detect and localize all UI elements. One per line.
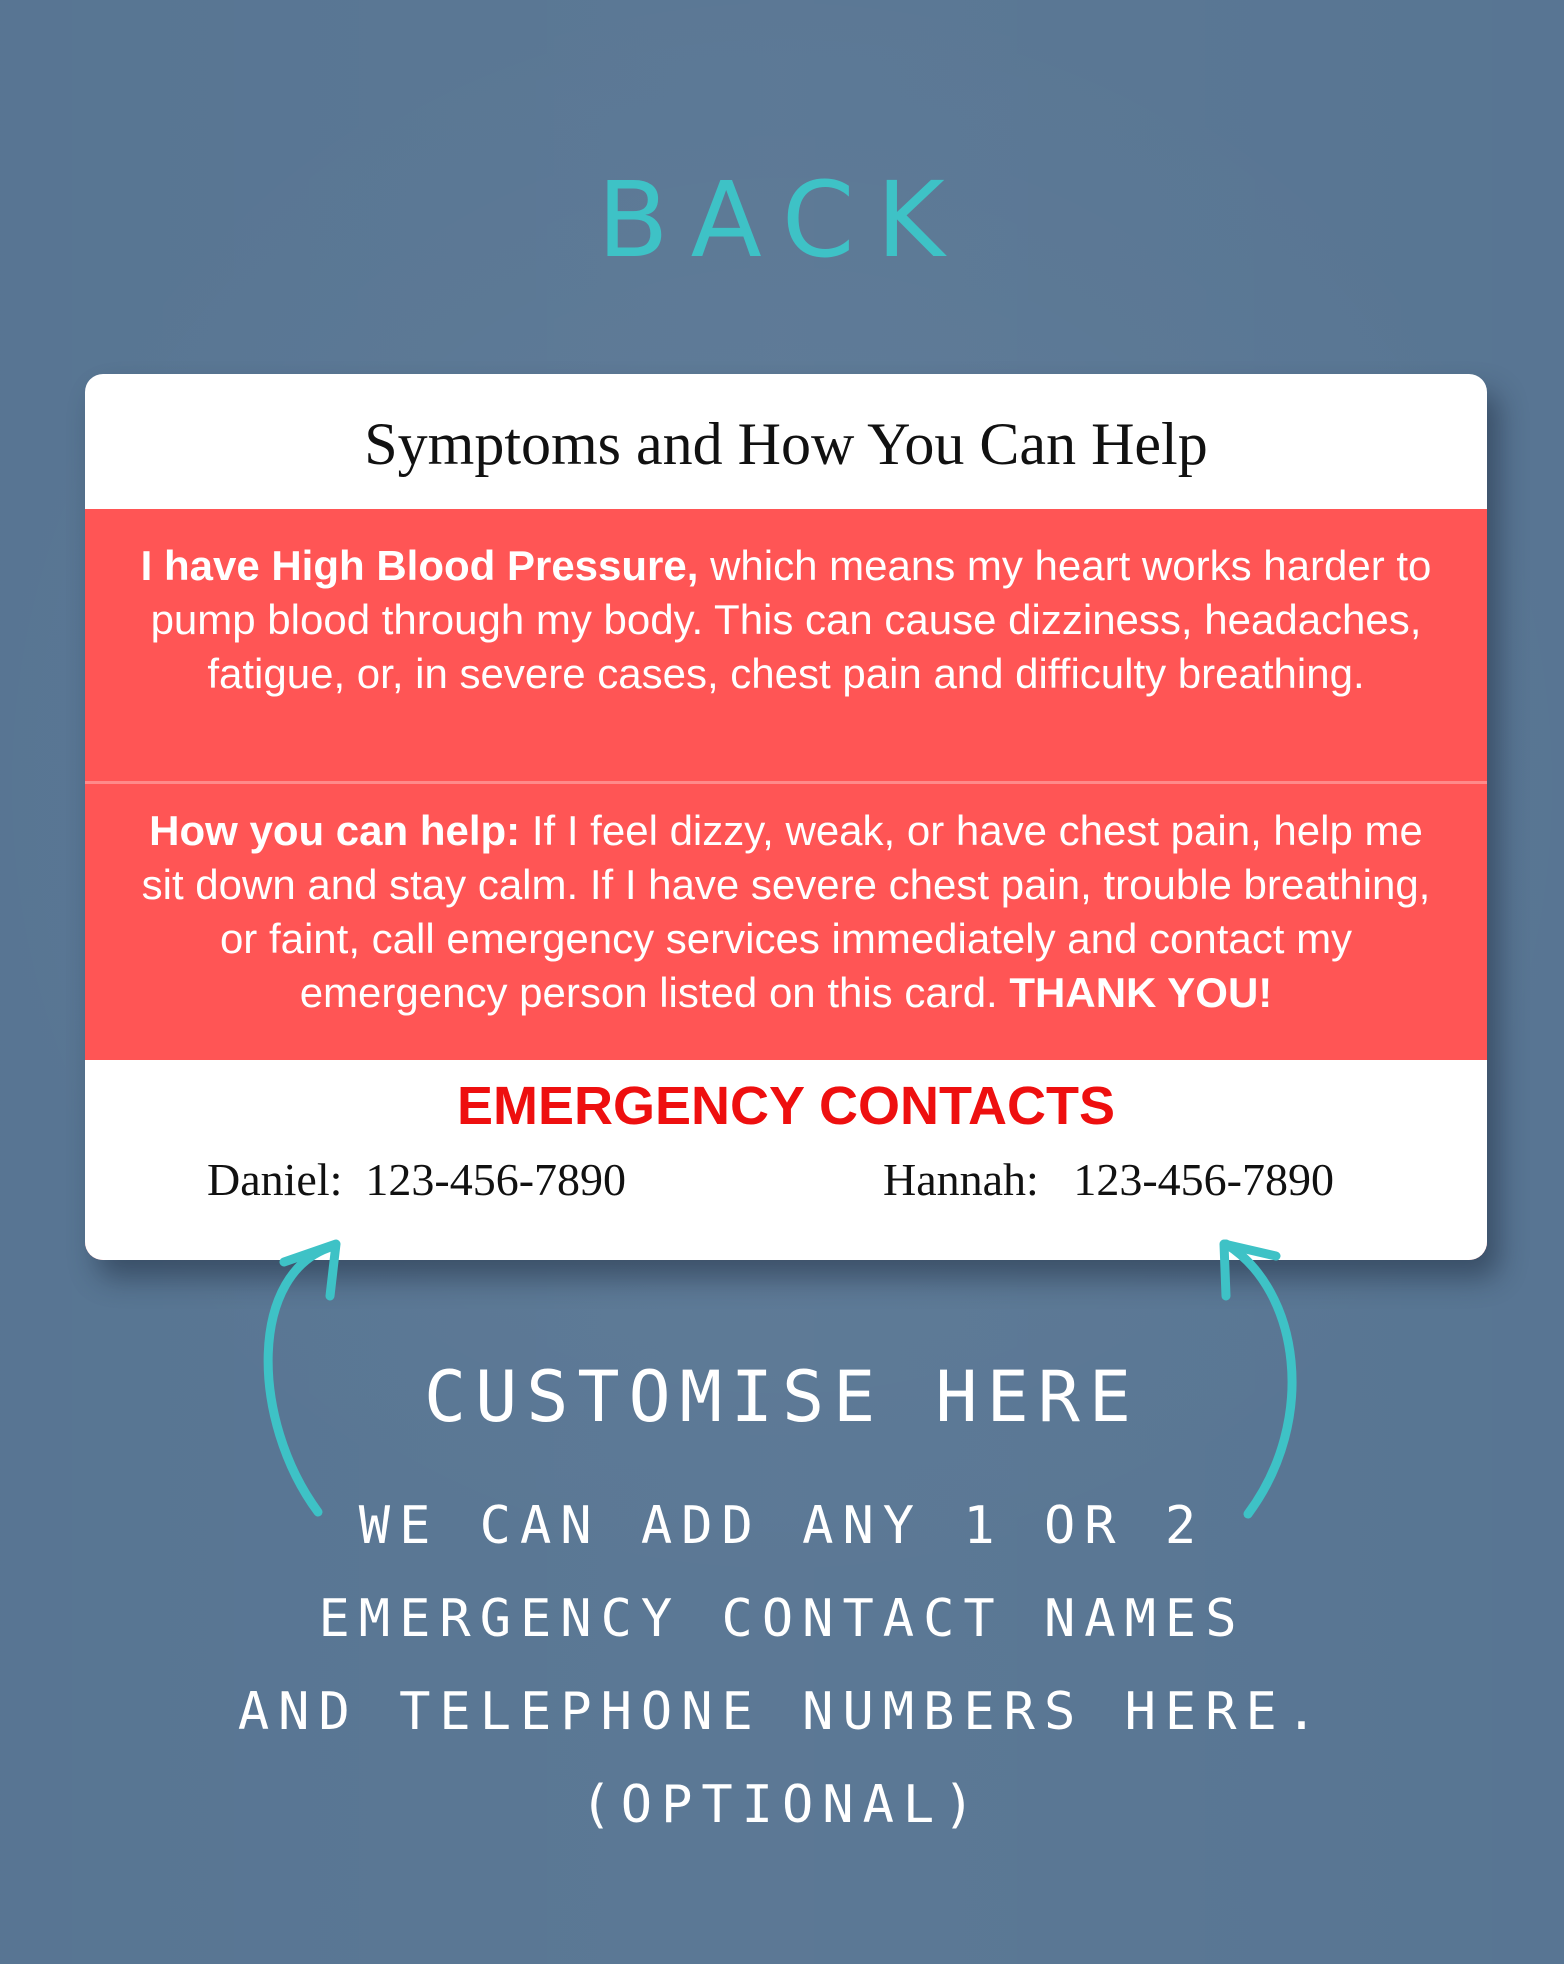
thank-you-text: THANK YOU!: [1009, 969, 1273, 1016]
emergency-contacts-title: EMERGENCY CONTACTS: [456, 1076, 1116, 1136]
customise-description: [0, 1480, 1564, 1852]
help-paragraph: [125, 804, 1447, 1020]
customise-line-3: AND TELEPHONE NUMBERS HERE.: [237, 1682, 1327, 1742]
medical-card: [85, 374, 1487, 1260]
customise-title: CUSTOMISE HERE: [423, 1356, 1140, 1438]
customise-line-4: (OPTIONAL): [580, 1775, 984, 1835]
condition-label: I have High Blood Pressure,: [140, 542, 699, 589]
customise-line-2: EMERGENCY CONTACT NAMES: [318, 1589, 1246, 1649]
help-label: How you can help:: [149, 807, 521, 854]
help-text: If I feel dizzy, weak, or have chest pain, help me sit down and stay calm. If I have severe chest pain, trouble breathing, or faint, call emergency services immediately and contact my emergency person listed on this card.: [141, 807, 1431, 1016]
condition-paragraph: [125, 539, 1447, 701]
card-title: Symptoms and How You Can Help: [364, 411, 1208, 477]
contact-2: Hannah: 123-456-7890: [883, 1154, 1334, 1205]
customise-line-1: WE CAN ADD ANY 1 OR 2: [358, 1496, 1206, 1556]
contact-1: Daniel: 123-456-7890: [207, 1154, 627, 1205]
back-heading: BACK: [597, 159, 967, 281]
condition-text: which means my heart works harder to pump blood through my body. This can cause dizziness, headaches, fatigue, or, in severe cases, chest pain and difficulty breathing.: [150, 542, 1432, 697]
